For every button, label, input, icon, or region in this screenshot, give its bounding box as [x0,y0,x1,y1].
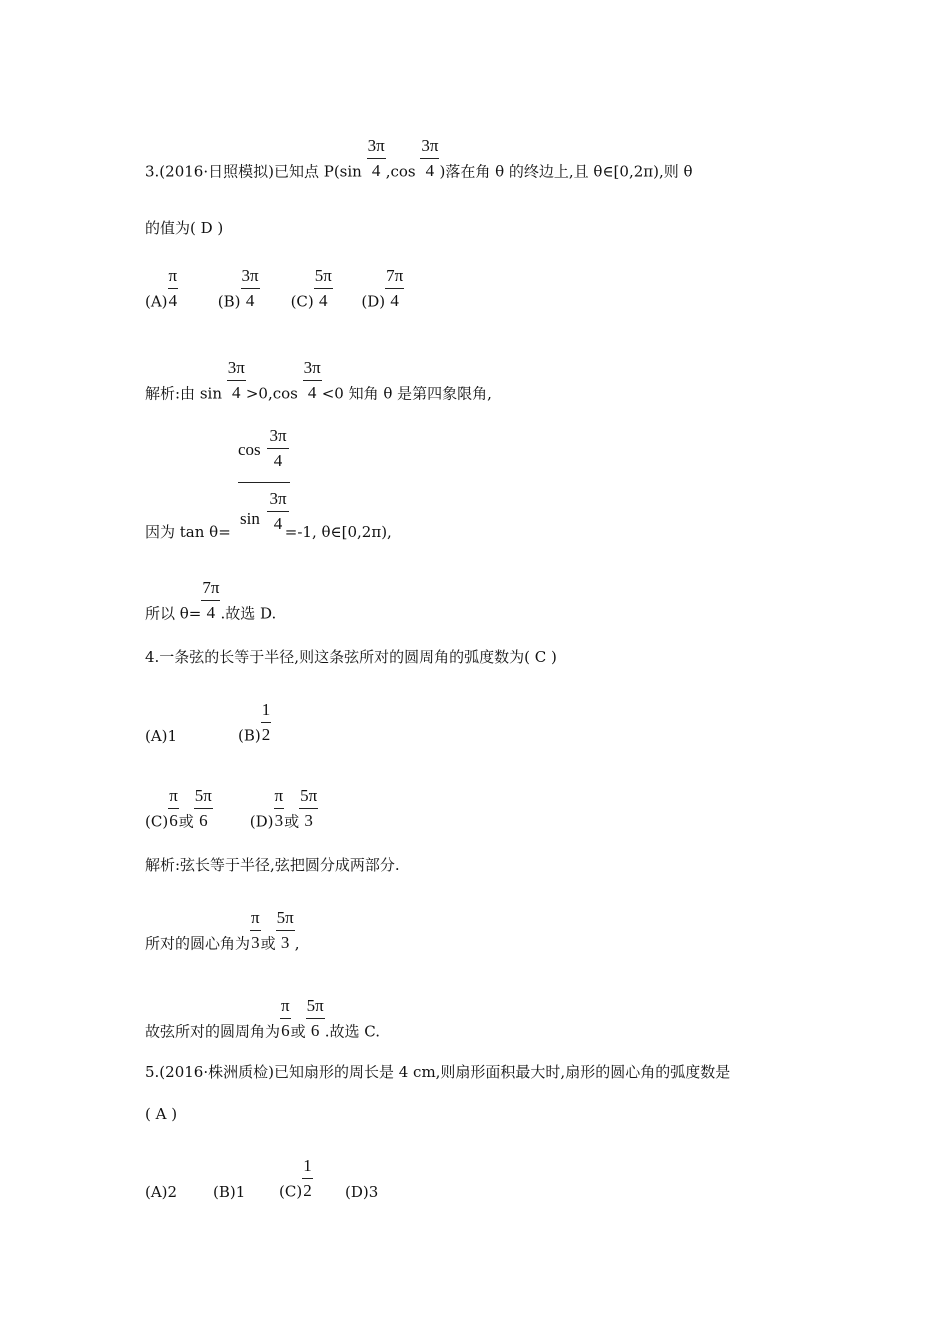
frac-den: 4 [307,383,317,402]
q4-sol3-text-a: 故弦所对的圆周角为 [145,1022,281,1041]
option-frac [241,266,260,311]
q5-option-a: (A)2 [145,1182,178,1201]
frac-den: 4 [273,514,283,533]
option-frac [385,266,404,311]
q3-stem-text-a: 3.(2016·日照模拟)已知点 P(sin [145,162,367,181]
frac-den: 6 [169,811,178,830]
frac-den: 4 [206,603,216,622]
q5-option-c [279,1156,345,1215]
frac-den: 2 [303,1181,312,1200]
q3-sol1-text-a: 解析:由 sin [145,384,227,403]
frac-num: 3π [303,358,321,377]
frac-num: π [169,786,178,805]
frac-num: 3π [227,358,245,377]
q3-option-a [145,266,213,325]
frac-num: 5π [194,786,212,805]
q3-stem-text-c: )落在角 θ 的终边上,且 θ∈[0,2π),则 θ [439,162,693,181]
frac-num: 5π [300,786,318,805]
cos-frac [267,426,289,471]
frac-num: 7π [202,578,220,597]
option-label: (B) [238,726,261,745]
frac-den: 3 [251,933,260,952]
frac-den: 6 [199,811,208,830]
q4-sol2-text-a: 所对的圆心角为 [145,934,251,953]
option-frac [168,786,179,831]
option-label: (C) [290,292,314,311]
frac-num: 3π [421,136,439,155]
frac-den: 4 [319,291,328,310]
frac-den: 6 [310,1021,320,1040]
frac-den: 2 [261,725,271,744]
frac-num: 3π [269,426,287,445]
q4-stem: 4.一条弦的长等于半径,则这条弦所对的圆周角的弧度数为( C ) [145,648,557,666]
option-label: (B) [217,292,241,311]
frac-den: 4 [425,161,435,180]
q4-sol2-frac [250,908,261,953]
option-label: (C) [145,812,169,831]
q4-sol3-text-b: .故选 C. [324,1022,380,1041]
q3-stem-line2: 的值为( D ) [145,219,224,237]
q4-option-b [238,700,271,759]
frac-num: 3π [269,489,287,508]
frac-den: 3 [304,811,313,830]
frac-den: 4 [245,291,255,310]
q3-sol1-text-b: >0,cos [245,384,303,403]
q3-sol1-frac-cos [303,358,322,403]
q4-sol3-frac2 [306,996,325,1041]
q3-sol1-text-c: <0 知角 θ 是第四象限角, [321,384,492,403]
option-frac [302,1156,313,1201]
q3-solution-line2 [145,522,392,542]
frac-num: 5π [314,266,332,285]
option-label: (D) [249,812,274,831]
q3-stem-text-b: ,cos [385,162,421,181]
q4-sol2-text-b: , [294,934,300,953]
option-frac [299,786,318,831]
frac-num: 5π [306,996,324,1015]
q3-sol2-text-a: 因为 tan θ= [145,523,231,541]
q5-stem-line2: ( A ) [145,1105,178,1123]
q5-option-d: (D)3 [345,1182,379,1201]
frac-num: 1 [303,1156,312,1175]
q5-stem-line1: 5.(2016·株洲质检)已知扇形的周长是 4 cm,则扇形面积最大时,扇形的圆心角的弧度数是 [145,1063,731,1081]
frac-den: 4 [232,383,241,402]
frac-num: 3π [367,136,385,155]
or-text: 或 [260,934,276,953]
frac-den: 3 [280,933,290,952]
frac-den: 4 [390,291,399,310]
q3-frac-cos [420,136,439,181]
q5-option-b: (B)1 [213,1182,246,1201]
q3-sol1-frac-sin [227,358,246,403]
frac-den: 6 [281,1021,290,1040]
q5-options [145,1156,379,1215]
frac-den: 4 [371,161,381,180]
frac-den: 4 [168,291,178,310]
option-frac [194,786,213,831]
or-text: 或 [284,812,300,831]
q3-sol3-frac [201,578,220,623]
q3-sol3-text-b: .故选 D. [220,604,277,623]
frac-num: π [274,786,284,805]
frac-num: 3π [241,266,259,285]
option-label: (A) [145,292,168,311]
option-frac [168,266,179,311]
frac-num: 1 [261,700,271,719]
tan-numerator [238,426,290,478]
option-frac [314,266,333,311]
frac-num: π [168,266,178,285]
frac-den: 4 [273,451,283,470]
q4-option-a: (A)1 [145,726,178,745]
option-label: (C) [279,1182,303,1201]
q4-sol3-frac [280,996,291,1041]
option-frac [261,700,272,745]
q3-frac-sin [367,136,386,181]
q4-sol2-frac2 [276,908,295,953]
option-label: (D) [361,292,386,311]
or-text: 或 [290,1022,306,1041]
q4-solution-line1: 解析:弦长等于半径,弦把圆分成两部分. [145,856,400,874]
sin-label: sin [240,509,260,528]
frac-num: π [281,996,290,1015]
frac-num: 5π [276,908,294,927]
q3-sol2-text-b: =-1, θ∈[0,2π), [284,523,392,541]
or-text: 或 [178,812,194,831]
option-frac [274,786,285,831]
frac-den: 3 [274,811,284,830]
frac-num: π [251,908,260,927]
frac-num: 7π [386,266,404,285]
q3-sol3-text-a: 所以 θ= [145,604,202,623]
q4-options-ab [145,700,271,759]
cos-label: cos [238,440,261,459]
